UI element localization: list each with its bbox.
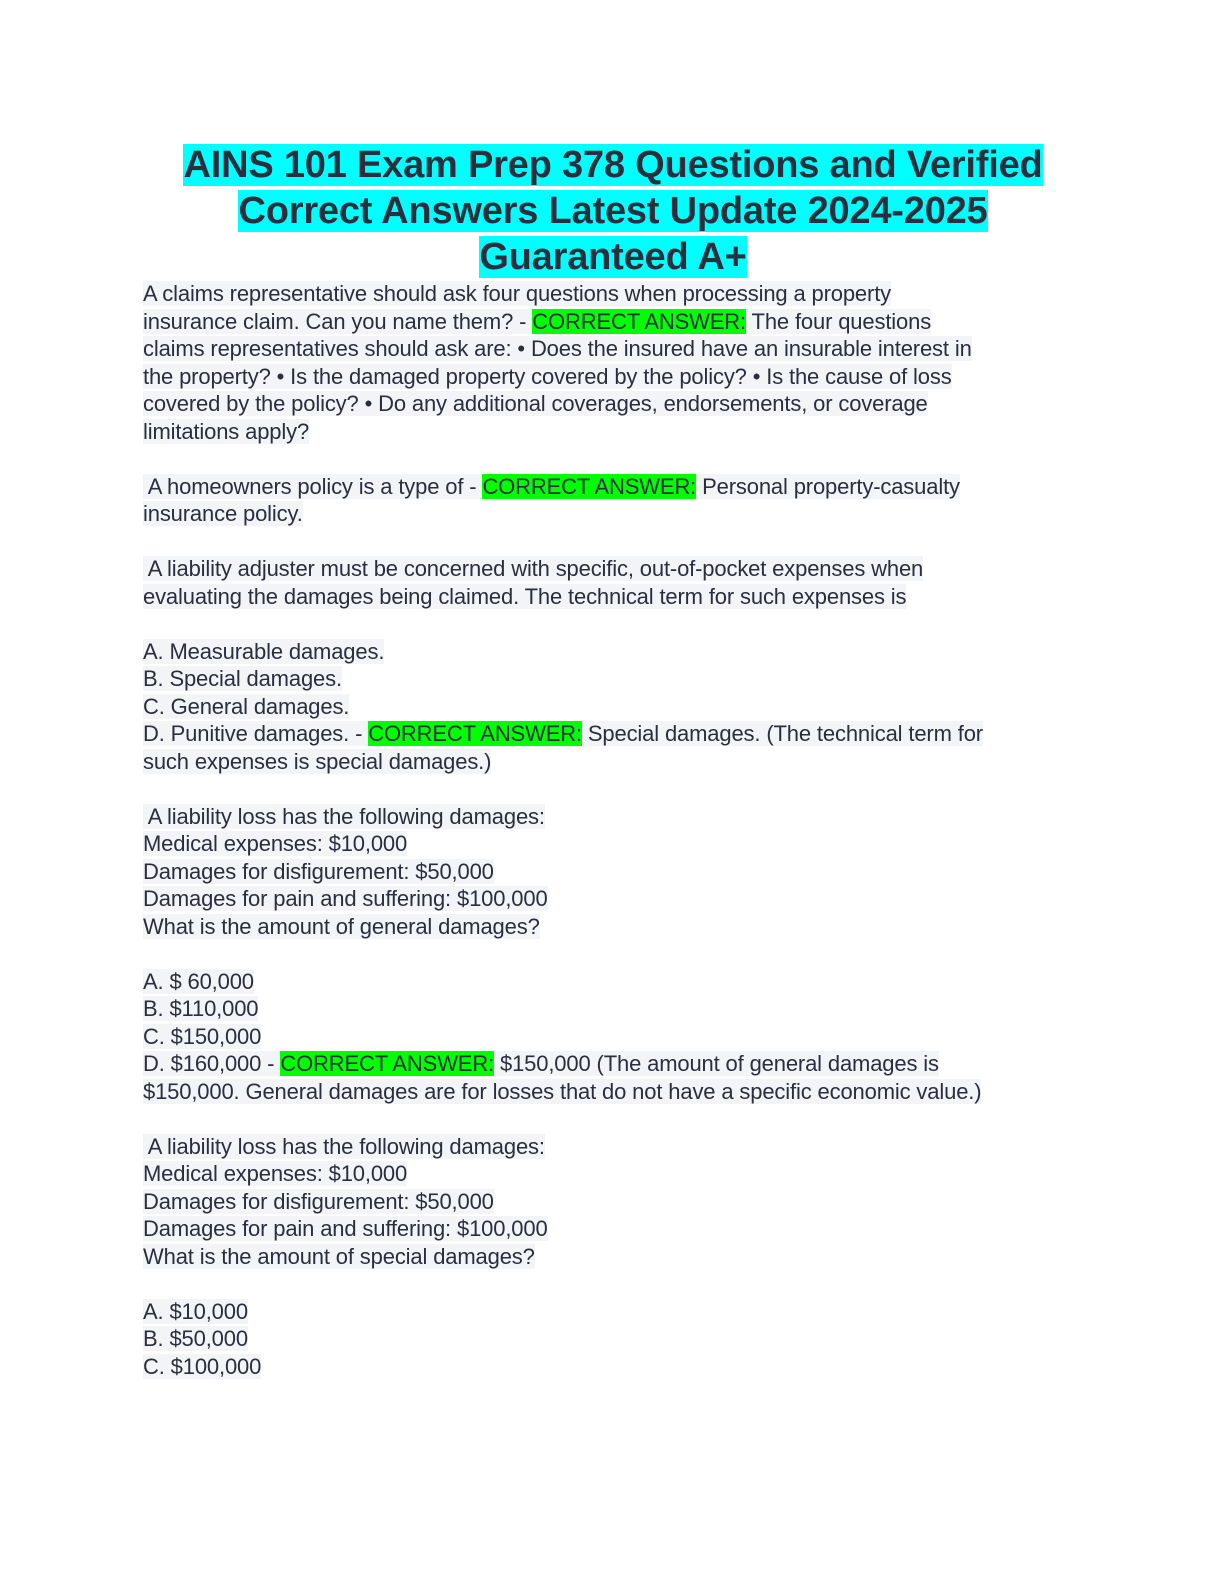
correct-answer-label: CORRECT ANSWER: <box>482 473 697 499</box>
document-body <box>143 280 1083 1380</box>
answer-line: $150,000. General damages are for losses that do not have a specific economic value.) <box>143 1078 982 1104</box>
option-b: B. $50,000 <box>143 1326 248 1351</box>
option-c: C. $150,000 <box>143 1023 262 1049</box>
answer-line: claims representatives should ask are: • Does the insured have an insurable interest in <box>143 336 972 361</box>
option-b: B. Special damages. <box>143 666 342 691</box>
spacer <box>143 1270 1083 1298</box>
option-b: B. $110,000 <box>143 996 259 1021</box>
title-line-3: Guaranteed A+ <box>479 236 747 278</box>
question-line: insurance claim. Can you name them? - CORRECT ANSWER: The four questions <box>143 308 932 334</box>
question-line: What is the amount of special damages? <box>143 1243 535 1269</box>
question-line: A liability loss has the following damages: <box>143 803 545 829</box>
answer-line: limitations apply? <box>143 418 310 444</box>
question-line: Medical expenses: $10,000 <box>143 831 408 856</box>
spacer <box>143 445 1083 473</box>
spacer <box>143 775 1083 803</box>
question-line: Damages for pain and suffering: $100,000 <box>143 1216 548 1241</box>
answer-line: the property? • Is the damaged property covered by the policy? • Is the cause of loss <box>143 363 952 389</box>
document-title <box>143 142 1083 280</box>
question-block <box>143 803 1083 1106</box>
correct-answer-label: CORRECT ANSWER: <box>280 1051 495 1076</box>
question-line: A claims representative should ask four questions when processing a property <box>143 281 892 306</box>
document-page <box>143 142 1083 1380</box>
spacer <box>143 528 1083 556</box>
spacer <box>143 940 1083 968</box>
question-line: A liability adjuster must be concerned with specific, out-of-pocket expenses when <box>143 556 924 581</box>
question-line: evaluating the damages being claimed. The technical term for such expenses is <box>143 583 907 609</box>
correct-answer-label: CORRECT ANSWER: <box>532 308 746 334</box>
spacer <box>143 1105 1083 1133</box>
question-block <box>143 555 1083 775</box>
question-line: A homeowners policy is a type of - CORRECT ANSWER: Personal property-casualty <box>143 473 960 499</box>
answer-line: insurance policy. <box>143 501 303 526</box>
question-block <box>143 473 1083 528</box>
option-c: C. General damages. <box>143 693 350 719</box>
option-a: A. $10,000 <box>143 1298 248 1324</box>
question-line: Medical expenses: $10,000 <box>143 1161 408 1186</box>
answer-line: covered by the policy? • Do any additional coverages, endorsements, or coverage <box>143 391 928 416</box>
question-line: What is the amount of general damages? <box>143 913 540 939</box>
question-block <box>143 1133 1083 1381</box>
question-line: Damages for disfigurement: $50,000 <box>143 858 494 884</box>
option-d: D. $160,000 - CORRECT ANSWER: $150,000 (The amount of general damages is <box>143 1051 939 1076</box>
answer-line: such expenses is special damages.) <box>143 748 492 774</box>
title-line-1: AINS 101 Exam Prep 378 Questions and Verified <box>183 144 1043 186</box>
title-line-2: Correct Answers Latest Update 2024-2025 <box>238 190 988 232</box>
question-block <box>143 280 1083 445</box>
correct-answer-label: CORRECT ANSWER: <box>368 721 582 746</box>
option-d: D. Punitive damages. - CORRECT ANSWER: Special damages. (The technical term for <box>143 721 983 746</box>
option-a: A. Measurable damages. <box>143 638 385 664</box>
spacer <box>143 610 1083 638</box>
question-line: Damages for disfigurement: $50,000 <box>143 1188 494 1214</box>
option-c: C. $100,000 <box>143 1353 262 1379</box>
question-line: A liability loss has the following damages: <box>143 1133 545 1159</box>
option-a: A. $ 60,000 <box>143 968 254 994</box>
question-line: Damages for pain and suffering: $100,000 <box>143 886 548 911</box>
